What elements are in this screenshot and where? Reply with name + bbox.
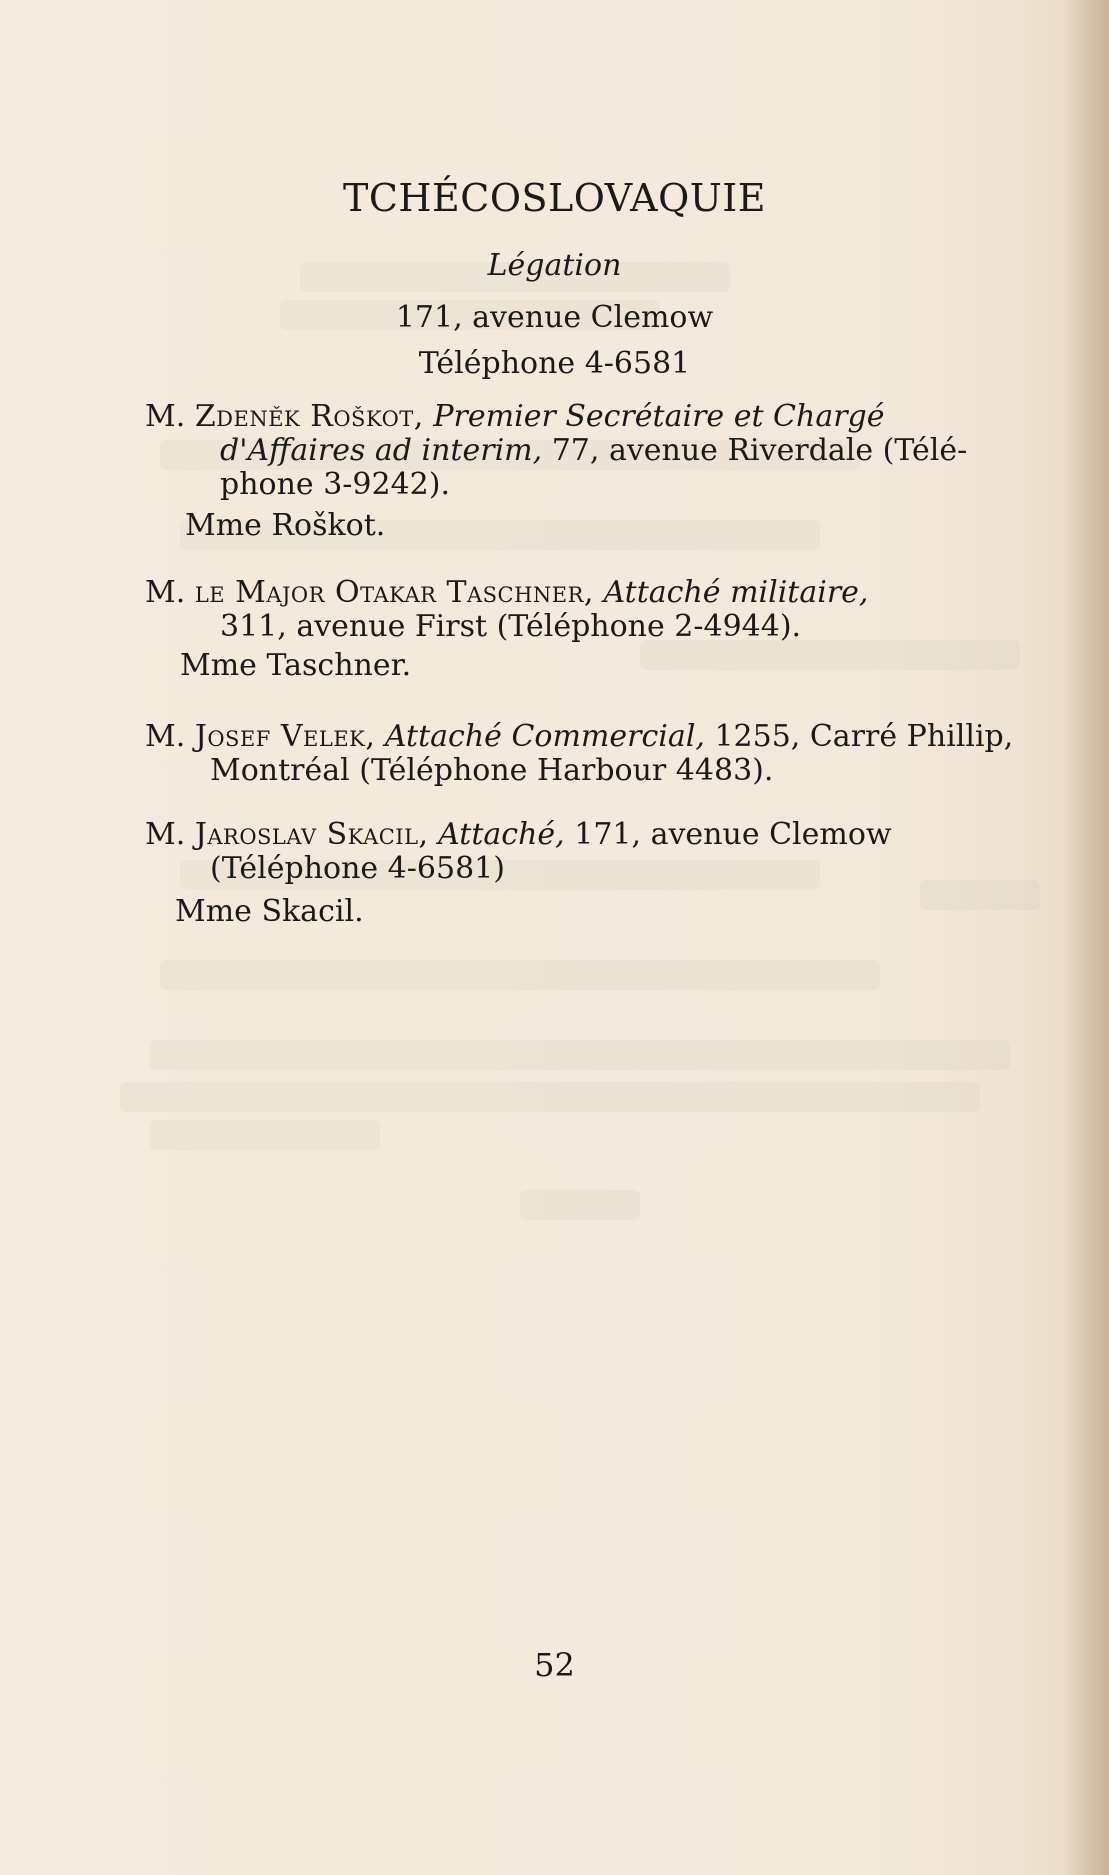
section-heading: Légation xyxy=(487,248,622,283)
entry-address: 1255, Carré Phillip, xyxy=(714,719,1014,754)
entry-title: Attaché militaire, xyxy=(603,575,869,610)
entry-prefix: M. xyxy=(145,817,186,852)
entry-title: Attaché, xyxy=(438,817,565,852)
entry-title-cont: d'Affaires ad interim, xyxy=(220,433,543,468)
legation-address: 171, avenue Clemow xyxy=(395,300,714,335)
entry-taschner xyxy=(145,576,1065,644)
spouse-taschner: Mme Taschner. xyxy=(180,648,412,683)
entry-address: 171, avenue Clemow xyxy=(574,817,892,852)
entry-address: 77, avenue Riverdale (Télé- xyxy=(551,433,968,468)
entry-prefix: M. xyxy=(145,575,186,610)
entry-city-phone: Montréal (Téléphone Harbour 4483). xyxy=(210,753,774,788)
entry-name: Jaroslav Skacil, xyxy=(194,817,429,852)
entry-velek xyxy=(145,720,1065,788)
entry-title: Premier Secrétaire et Chargé xyxy=(433,399,885,434)
entry-address: 311, avenue First (Téléphone 2-4944). xyxy=(220,609,802,644)
page-number: 52 xyxy=(534,1646,575,1684)
entry-prefix: M. xyxy=(145,719,186,754)
country-heading: TCHÉCOSLOVAQUIE xyxy=(342,176,766,220)
spouse-skacil: Mme Skacil. xyxy=(175,894,364,929)
entry-name: le Major Otakar Taschner, xyxy=(194,575,594,610)
entry-phone: (Téléphone 4-6581) xyxy=(210,851,505,886)
entry-name: Zdeněk Roškot, xyxy=(194,399,424,434)
entry-skacil xyxy=(145,818,1065,886)
legation-phone: Téléphone 4-6581 xyxy=(418,346,691,381)
entry-phone: phone 3-9242). xyxy=(220,467,451,502)
entry-prefix: M. xyxy=(145,399,186,434)
entry-name: Josef Velek, xyxy=(194,719,376,754)
spouse-roskot: Mme Roškot. xyxy=(185,508,386,543)
entry-title: Attaché Commercial, xyxy=(384,719,705,754)
entry-roskot xyxy=(145,400,1065,502)
